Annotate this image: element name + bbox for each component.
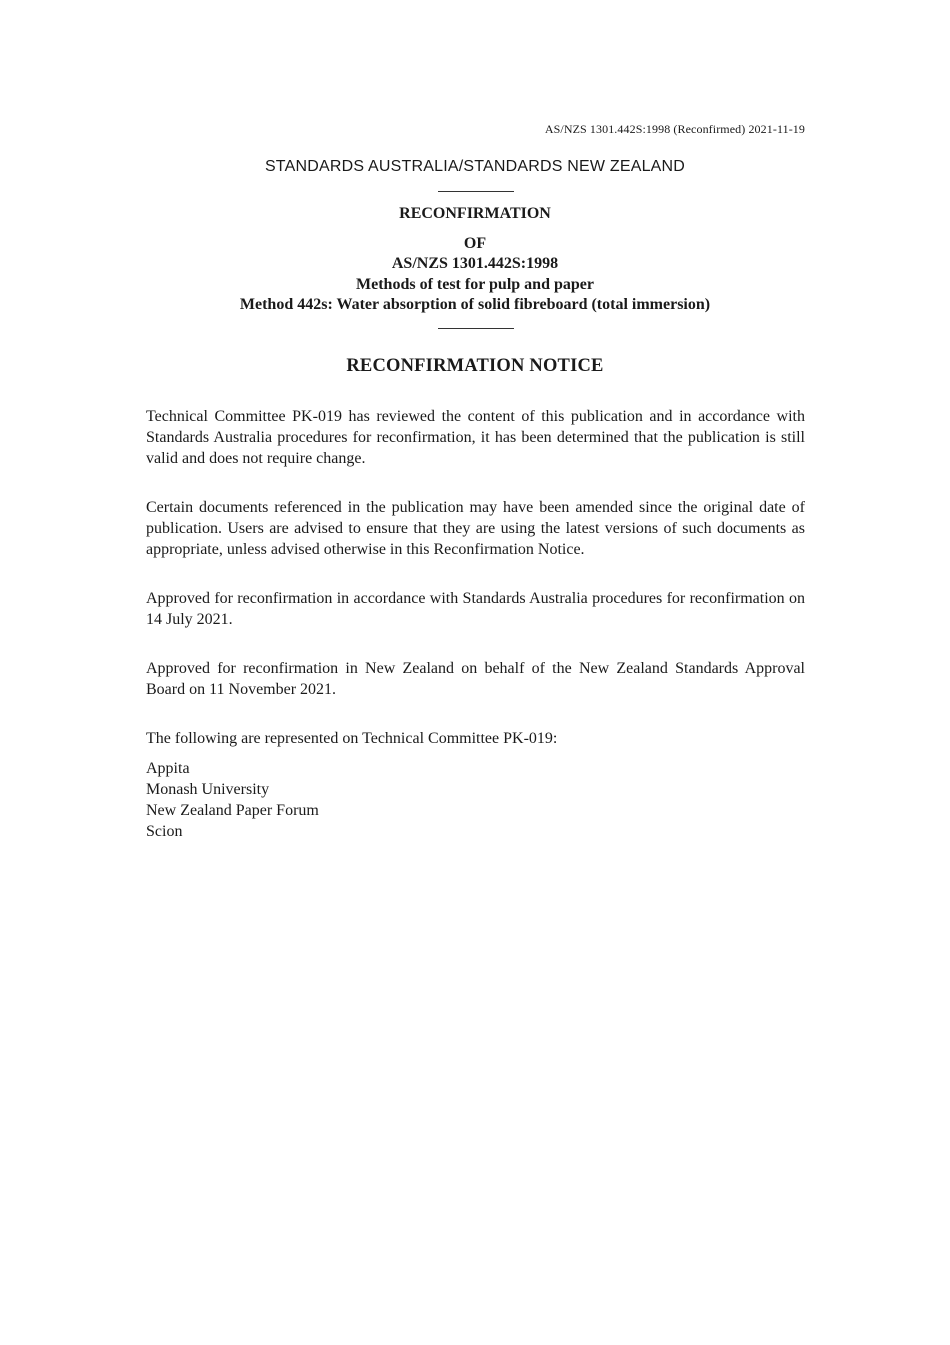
notice-body [146, 406, 805, 842]
list-item: Scion [146, 823, 183, 840]
paragraph-committee-members-intro: The following are represented on Technical Committee PK-019: [146, 730, 558, 747]
heading-line-of: OF [463, 234, 487, 252]
divider [438, 328, 514, 329]
paragraph-approval-australia: Approved for reconfirmation in accordance with Standards Australia procedures for reconfirmation on 14 July 2021. [146, 590, 805, 628]
paragraph-approval-new-zealand: Approved for reconfirmation in New Zealand on behalf of the New Zealand Standards Approval Board on 11 November 2021. [146, 660, 805, 698]
heading-line-standard-number: AS/NZS 1301.442S:1998 [391, 255, 559, 272]
divider [438, 191, 514, 192]
document-reference: AS/NZS 1301.442S:1998 (Reconfirmed) 2021-11-19 [544, 122, 805, 136]
list-item: New Zealand Paper Forum [146, 802, 319, 819]
paragraph-referenced-documents: Certain documents referenced in the publication may have been amended since the original date of publication. Users are advised to ensure that they are using the latest versions of such documents as appropriate, unless advised otherwise in this Reconfirmation Notice. [146, 499, 805, 558]
list-item: Appita [146, 760, 190, 777]
heading-line-standard-title: Methods of test for pulp and paper [356, 275, 594, 293]
notice-title: RECONFIRMATION NOTICE [346, 356, 604, 376]
reconfirmation-heading [0, 204, 950, 316]
committee-members-list [146, 758, 805, 842]
list-item: Monash University [146, 781, 270, 798]
heading-line-method-title: Method 442s: Water absorption of solid fibreboard (total immersion) [239, 296, 711, 313]
organization-name: STANDARDS AUSTRALIA/STANDARDS NEW ZEALAND [264, 158, 686, 175]
paragraph-review: Technical Committee PK-019 has reviewed the content of this publication and in accordance with Standards Australia procedures for reconfirmation, it has been determined that the publication is still valid and does not require change. [146, 408, 805, 467]
heading-line-reconfirmation: RECONFIRMATION [399, 205, 551, 222]
